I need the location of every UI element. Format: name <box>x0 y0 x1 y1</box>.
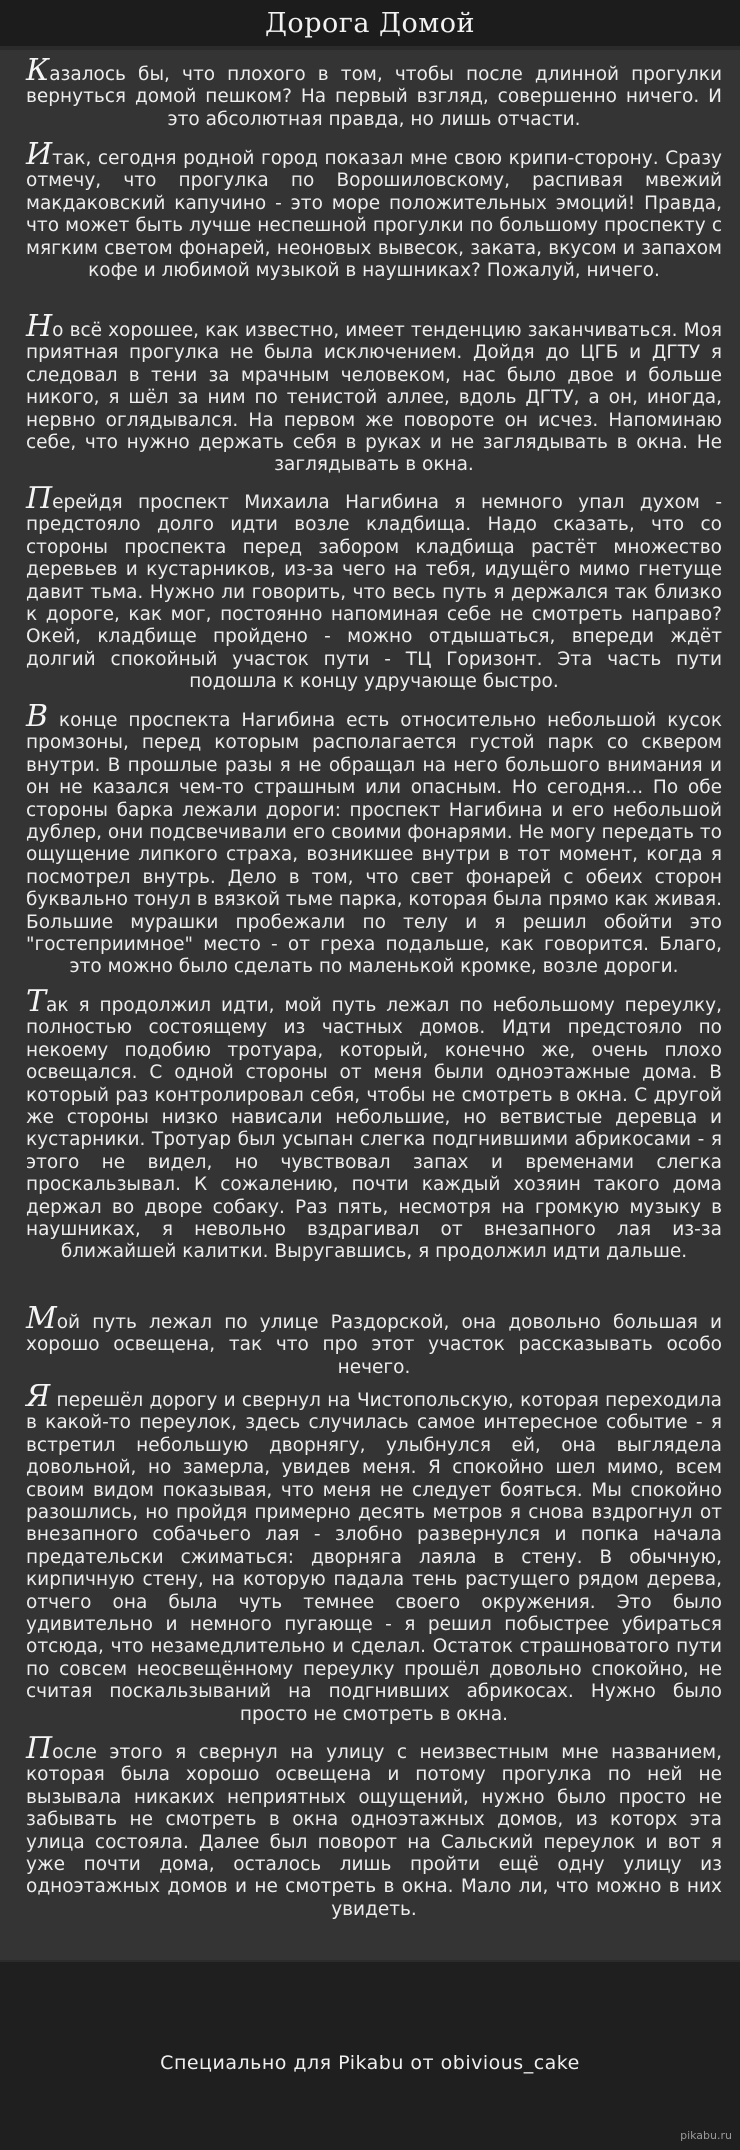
drop-cap: Я <box>26 1379 51 1414</box>
paragraph-text: ак я продолжил идти, мой путь лежал по небольшому переулку, полностью состоящему из частных домов. Идти предстояло по некоему подобию тротуара, который, конечно же, очень плохо освещался. С одной стороны от меня были одноэтажные дома. В который раз контролировал себя, чтобы не смотреть в окна. С другой же стороны низко нависали небольшие, но ветвистые деревца и кустарники. Тротуар был усыпан слегка подгнившими абрикосами - я этого не видел, но чувствовал запах и временами слегка проскальзывал. К сожалению, почти каждый хозяин такого дома держал во дворе собаку. Раз пять, несмотря на громкую музыку в наушниках, я невольно вздрагивал от внезапного лая из-за ближайшей калитки. Выругавшись, я продолжил идти дальше. <box>26 995 722 1263</box>
title-bar <box>0 0 740 46</box>
paragraph-3 <box>26 309 722 477</box>
paragraph-text: перешёл дорогу и свернул на Чистопольскую, которая переходила в какой-то переулок, здесь случилась самое интересное событие - я встретил небольшую дворнягу, улыбнулся ей, она выглядела довольной, но замерла, увидев меня. Я спокойно шел мимо, всем своим видом показывая, что меня не следует бояться. Мы спокойно разошлись, но пройдя примерно десять метров я снова вздрогнул от внезапного собачьего лая - злобно развернулся и попка начала предательски сжиматься: дворняга лаяла в стену. В обычную, кирпичную стену, на которую падала тень растущего рядом дерева, отчего она была чуть темнее своего окружения. Это было удивительно и немного пугающе - я решил побыстрее убираться отсюда, что незамедлительно и сделал. Остаток страшноватого пути по совсем неосвещённому переулку прошёл довольно спокойно, не считая поскальзываний на подгнивших абрикосах. Нужно было просто не смотреть в окна. <box>26 1390 722 1725</box>
drop-cap: Н <box>26 309 53 344</box>
paragraph-8 <box>26 1379 722 1726</box>
paragraph-text: ой путь лежал по улице Раздорской, она довольно большая и хорошо освещена, так что про этот участок рассказывать особо нечего. <box>26 1312 722 1378</box>
paragraph-5 <box>26 699 722 979</box>
paragraph-text: азалось бы, что плохого в том, чтобы после длинной прогулки вернуться домой пешком? На первый взгляд, совершенно ничего. И это абсолютная правда, но лишь отчасти. <box>26 64 722 130</box>
paragraph-9 <box>26 1731 722 1921</box>
drop-cap: П <box>26 1731 53 1766</box>
author-credit: Специально для Pikabu от obivious_cake <box>160 2052 580 2074</box>
story-body <box>0 50 740 1960</box>
story-title: Дорога Домой <box>264 7 476 39</box>
site-watermark: pikabu.ru <box>680 2129 732 2142</box>
drop-cap: Т <box>26 984 47 1019</box>
paragraph-text: так, сегодня родной город показал мне свою крипи-сторону. Сразу отмечу, что прогулка по Ворошиловскому, распивая мвежий макдаковский капучино - это море положительных эмоций! Правда, что может быть лучше неспешной прогулки по большому проспекту с мягким светом фонарей, неоновых вывесок, заката, вкусом и запахом кофе и любимой музыкой в наушниках? Пожалуй, ничего. <box>26 148 722 282</box>
paragraph-text: осле этого я свернул на улицу с неизвестным мне названием, которая была хорошо освещена и потому прогулка по ней не вызывала никаких неприятных ощущений, нужно было просто не забывать не смотреть в окна одноэтажных домов, из которх эта улица состояла. Далее был поворот на Сальский переулок и вот я уже почти дома, осталось лишь пройти ещё одну улицу из одноэтажных домов и не смотреть в окна. Мало ли, что можно в них увидеть. <box>26 1742 722 1920</box>
drop-cap: М <box>26 1301 57 1336</box>
paragraph-2 <box>26 137 722 282</box>
paragraph-text: ерейдя проспект Михаила Нагибина я немного упал духом - предстояло долго идти возле кладбища. Надо сказать, что со стороны проспекта перед забором кладбища растёт множество деревьев и кустарников, из-за чего на тебя, идущёго мимо гнетуще давит тьма. Нужно ли говорить, что весь путь я держался так близко к дороге, как мог, постоянно напоминая себе не смотреть направо? Окей, кладбище пройдено - можно отдышаться, впереди ждёт долгий спокойный участок пути - ТЦ Горизонт. Эта часть пути подошла к концу удручающе быстро. <box>26 492 722 693</box>
paragraph-text: конце проспекта Нагибина есть относительно небольшой кусок промзоны, перед которым располагается густой парк со сквером внутри. В прошлые разы я не обращал на него большого внимания и он не казался чем-то страшным или опасным. Но сегодня... По обе стороны барка лежали дороги: проспект Нагибина и его небольшой дублер, они подсвечивали его своими фонарями. Не могу передать то ощущение липкого страха, возникшее внутри в тот момент, когда я посмотрел внутрь. Дело в том, что свет фонарей с обеих сторон буквально тонул в вязкой тьме парка, которая была прямо как живая. Большие мурашки пробежали по телу и я решил обойти это "гостеприимное" место - от греха подальше, как говорится. Благо, это можно было сделать по маленькой кромке, возле дороги. <box>26 710 722 978</box>
paragraph-6 <box>26 984 722 1264</box>
paragraph-1 <box>26 53 722 131</box>
paragraph-7 <box>26 1301 722 1379</box>
drop-cap: В <box>26 699 49 734</box>
paragraph-text: о всё хорошее, как известно, имеет тенденцию заканчиваться. Моя приятная прогулка не была исключением. Дойдя до ЦГБ и ДГТУ я следовал в тени за мрачным человеком, нас было двое и больше никого, я шёл за ним по тенистой аллее, вдоль ДГТУ, а он, иногда, нервно оглядывался. На первом же повороте он исчез. Напоминаю себе, что нужно держать себя в руках и не заглядывать в окна. Не заглядывать в окна. <box>26 320 722 476</box>
paragraph-4 <box>26 481 722 694</box>
drop-cap: И <box>26 137 53 172</box>
drop-cap: К <box>26 53 50 88</box>
drop-cap: П <box>26 481 53 516</box>
footer <box>0 1962 740 2150</box>
